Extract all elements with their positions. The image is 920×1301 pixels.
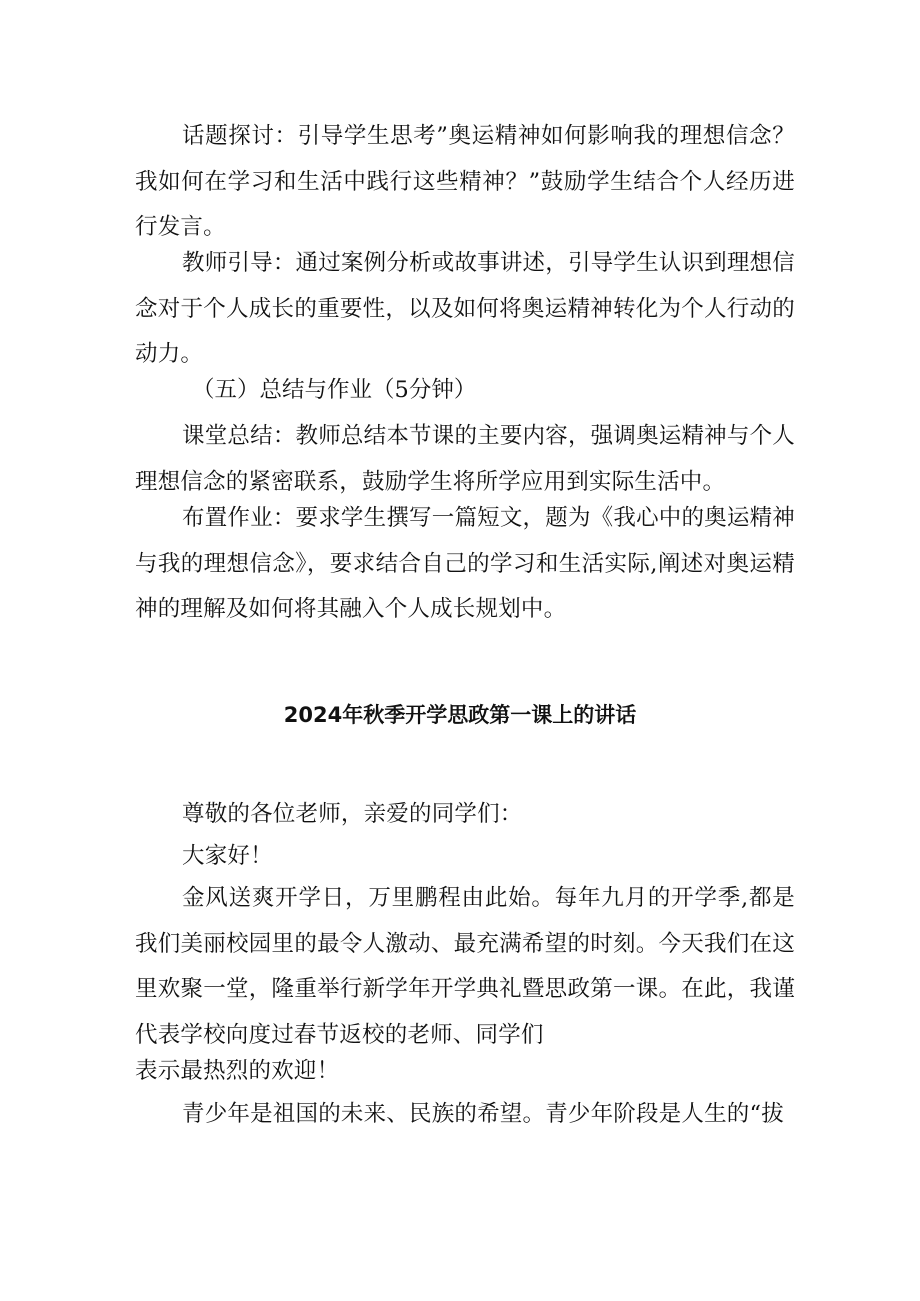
- paragraph-speech-intro: 金风送爽开学日，万里鹏程由此始。每年九月的开学季,都是我们美丽校园里的最令人激动、最充满希望的时刻。今天我们在这里欢聚一堂，隆重举行新学年开学典礼暨思政第一课。在此，我谨代表学校向度过春节返校的老师、同学们: [135, 885, 795, 1048]
- speech-title: 2024年秋季开学思政第一课上的讲话: [283, 703, 637, 727]
- paragraph-welcome: 表示最热烈的欢迎！: [135, 1058, 340, 1084]
- paragraph-class-summary: 课堂总结：教师总结本节课的主要内容，强调奥运精神与个人理想信念的紧密联系，鼓励学生将所学应用到实际生活中。: [135, 423, 795, 495]
- paragraph-topic-discussion: 话题探讨：引导学生思考”奥运精神如何影响我的理想信念？我如何在学习和生活中践行这些精神？”鼓励学生结合个人经历进行发言。: [135, 123, 795, 240]
- paragraph-homework: 布置作业：要求学生撰写一篇短文，题为《我心中的奥运精神与我的理想信念》，要求结合自己的学习和生活实际,阐述对奥运精神的理解及如何将其融入个人成长规划中。: [135, 505, 795, 622]
- paragraph-teacher-guidance: 教师引导：通过案例分析或故事讲述，引导学生认识到理想信念对于个人成长的重要性，以及如何将奥运精神转化为个人行动的动力。: [135, 250, 795, 367]
- speech-hello: 大家好！: [182, 843, 273, 869]
- paragraph-youth: 青少年是祖国的未来、民族的希望。青少年阶段是人生的“拔: [182, 1101, 784, 1127]
- speech-greeting: 尊敬的各位老师，亲爱的同学们：: [182, 801, 523, 827]
- subheading-summary-homework: （五）总结与作业（5分钟）: [192, 377, 477, 403]
